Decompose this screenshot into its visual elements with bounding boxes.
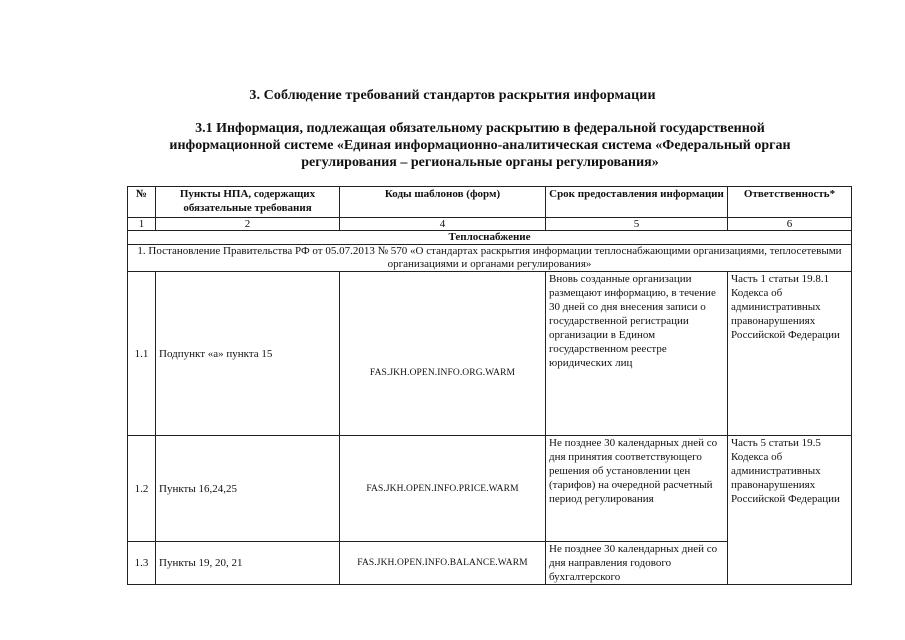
row-item: Подпункт «а» пункта 15 <box>156 272 340 436</box>
column-number-row <box>128 218 852 231</box>
section-title: Теплоснабжение <box>128 231 852 245</box>
row-code: FAS.JKH.OPEN.INFO.PRICE.WARM <box>340 436 546 542</box>
column-number: 6 <box>728 218 852 231</box>
row-code: FAS.JKH.OPEN.INFO.ORG.WARM <box>340 272 546 436</box>
column-number: 5 <box>546 218 728 231</box>
row-responsibility: Часть 1 статьи 19.8.1 Кодекса об административных правонарушениях Российской Федерации <box>728 272 852 436</box>
row-number: 1.3 <box>128 542 156 585</box>
row-deadline: Не позднее 30 календарных дней со дня принятия соответствующего решения об установлении цен (тарифов) на очередной расчетный период регулирования <box>546 436 728 542</box>
row-deadline: Не позднее 30 календарных дней со дня направления годового бухгалтерского <box>546 542 728 585</box>
row-number: 1.2 <box>128 436 156 542</box>
law-title: 1. Постановление Правительства РФ от 05.07.2013 № 570 «О стандартах раскрытия информации теплоснабжающими организациями, теплосетевыми организациями и органами регулирования» <box>128 245 852 272</box>
requirements-table <box>127 186 852 585</box>
row-number: 1.1 <box>128 272 156 436</box>
header-cell: Срок предоставления информации <box>546 187 728 218</box>
header-cell: Ответственность* <box>728 187 852 218</box>
section-row <box>128 231 852 245</box>
row-responsibility: Часть 5 статьи 19.5 Кодекса об административных правонарушениях Российской Федерации <box>728 436 852 585</box>
table-header-row <box>128 187 852 218</box>
row-deadline: Вновь созданные организации размещают информацию, в течение 30 дней со дня внесения записи о государственной регистрации организации в Едином государственном реестре юридических лиц <box>546 272 728 436</box>
row-item: Пункты 16,24,25 <box>156 436 340 542</box>
row-item: Пункты 19, 20, 21 <box>156 542 340 585</box>
row-code: FAS.JKH.OPEN.INFO.BALANCE.WARM <box>340 542 546 585</box>
column-number: 4 <box>340 218 546 231</box>
header-cell: № <box>128 187 156 218</box>
header-cell: Пункты НПА, содержащих обязательные требования <box>156 187 340 218</box>
header-cell: Коды шаблонов (форм) <box>340 187 546 218</box>
table-row <box>128 436 852 542</box>
table-row <box>128 272 852 436</box>
column-number: 1 <box>128 218 156 231</box>
law-row <box>128 245 852 272</box>
column-number: 2 <box>156 218 340 231</box>
section-heading: 3. Соблюдение требований стандартов раскрытия информации <box>249 88 656 103</box>
subsection-heading: 3.1 Информация, подлежащая обязательному раскрытию в федеральной государственной информационной системе «Единая информационно-аналитическая система «Федеральный орган регулирования – региональные органы регулирования» <box>169 121 791 170</box>
